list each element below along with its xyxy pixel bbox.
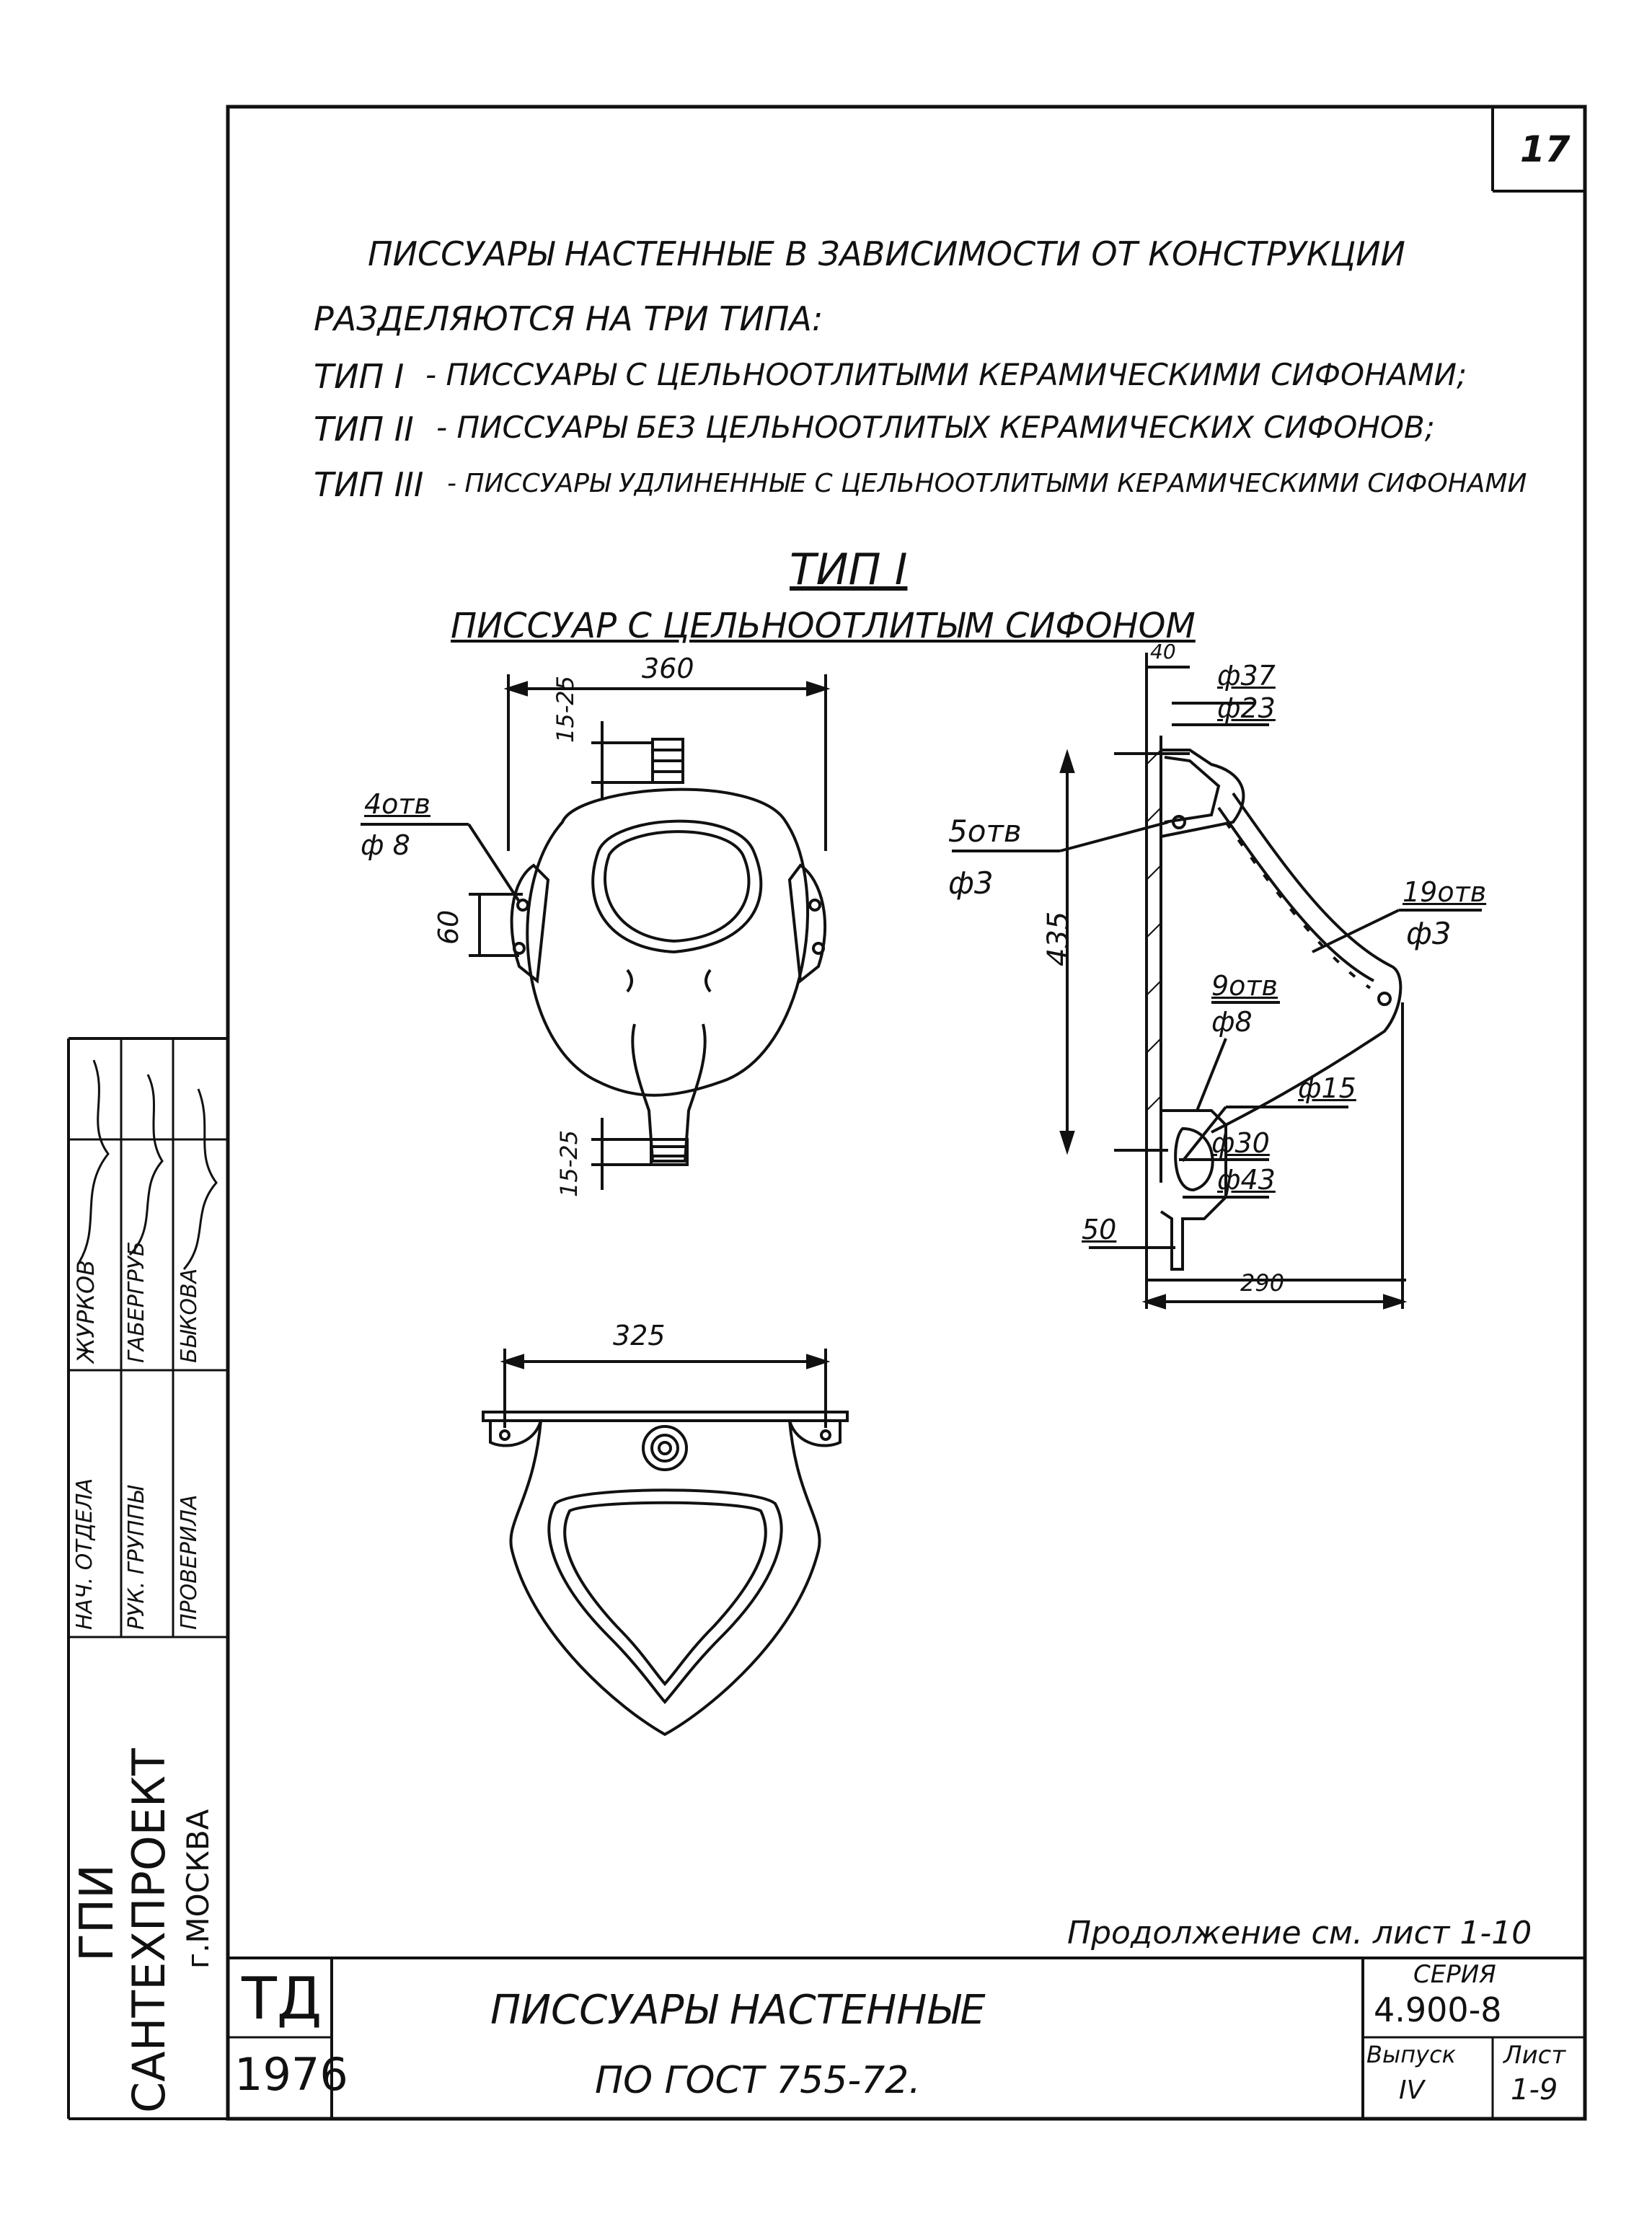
role-title: РУК. ГРУППЫ	[124, 1486, 149, 1630]
type-item-label: ТИП I	[314, 357, 405, 396]
org-name-line-1: ГПИ	[71, 1863, 124, 1962]
front-width-dim: 360	[642, 653, 694, 684]
top-width-dim: 325	[613, 1320, 666, 1351]
side-height-dim: 435	[1042, 911, 1075, 966]
front-holes-dia: ф 8	[361, 829, 410, 861]
org-name-line-2: САНТЕХПРОЕКТ	[123, 1748, 175, 2113]
section-title: ТИП I	[790, 544, 908, 595]
td-mark: ТД	[242, 1965, 322, 2032]
role-name: БЫКОВА	[177, 1268, 202, 1363]
front-holes-label: 4отв	[364, 788, 430, 820]
role-name: ГАБЕРГРУБ	[124, 1241, 149, 1363]
intro-line-2: РАЗДЕЛЯЮТСЯ НА ТРИ ТИПА:	[314, 299, 823, 338]
series-number: 4.900-8	[1374, 1990, 1502, 2029]
year: 1976	[234, 2048, 348, 2101]
continuation-note: Продолжение см. лист 1-10	[1067, 1915, 1532, 1951]
side-holes9-dia: ф8	[1211, 1006, 1253, 1038]
side-d15-dim: ф15	[1298, 1072, 1356, 1104]
intro-line-1: ПИССУАРЫ НАСТЕННЫЕ В ЗАВИСИМОСТИ ОТ КОНСТРУКЦИИ	[368, 234, 1405, 273]
role-title: ПРОВЕРИЛА	[177, 1494, 202, 1630]
side-d30-dim: ф30	[1211, 1127, 1270, 1159]
type-item-text: - ПИССУАРЫ УДЛИНЕННЫЕ С ЦЕЛЬНООТЛИТЫМИ КЕРАМИЧЕСКИМИ СИФОНАМИ	[447, 469, 1527, 498]
front-top-gap-dim: 15-25	[552, 676, 579, 743]
type-item-label: ТИП II	[314, 410, 414, 449]
section-subtitle: ПИССУАР С ЦЕЛЬНООТЛИТЫМ СИФОНОМ	[451, 606, 1196, 646]
side-d23-dim: ф23	[1217, 692, 1276, 724]
issue-label: Выпуск	[1366, 2041, 1456, 2068]
type-item-text: - ПИССУАРЫ С ЦЕЛЬНООТЛИТЫМИ КЕРАМИЧЕСКИМИ СИФОНАМИ;	[425, 357, 1467, 392]
sheet-label: Лист	[1503, 2041, 1566, 2070]
side-holes5-label: 5отв	[948, 813, 1022, 849]
role-title: НАЧ. ОТДЕЛА	[72, 1478, 97, 1630]
type-item-label: ТИП III	[314, 465, 424, 504]
side-offset50-dim: 50	[1082, 1214, 1117, 1245]
side-d37-dim: ф37	[1217, 660, 1276, 692]
sheet-code: 1-9	[1511, 2073, 1558, 2107]
role-name: ЖУРКОВ	[72, 1259, 100, 1363]
sheet-number: 17	[1520, 128, 1571, 170]
issue-number: IV	[1399, 2076, 1425, 2105]
side-depth-dim: 290	[1240, 1269, 1285, 1297]
side-holes19-dia: ф3	[1406, 916, 1452, 951]
front-hole-spacing-dim: 60	[433, 909, 464, 945]
front-bottom-gap-dim: 15-25	[555, 1130, 583, 1197]
side-holes9-label: 9отв	[1211, 970, 1278, 1002]
side-holes19-label: 19отв	[1403, 876, 1487, 908]
side-d43-dim: ф43	[1217, 1164, 1276, 1196]
org-name-line-3: г.МОСКВА	[180, 1809, 216, 1969]
type-item-text: - ПИССУАРЫ БЕЗ ЦЕЛЬНООТЛИТЫХ КЕРАМИЧЕСКИХ СИФОНОВ;	[436, 410, 1435, 445]
doc-title-2: ПО ГОСТ 755-72.	[595, 2059, 921, 2102]
side-top-offset-dim: 40	[1150, 640, 1176, 663]
doc-title-1: ПИССУАРЫ НАСТЕННЫЕ	[490, 1987, 986, 2034]
side-holes5-dia: ф3	[948, 865, 994, 901]
series-label: СЕРИЯ	[1413, 1960, 1496, 1989]
